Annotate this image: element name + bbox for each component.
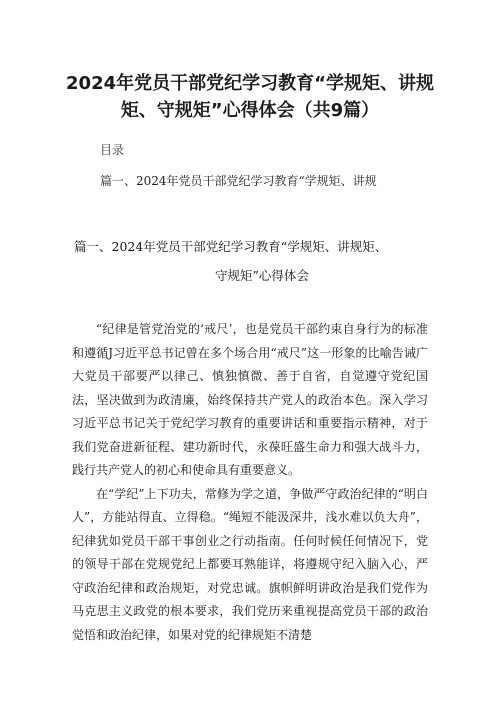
section-title-line1: 篇一、2024年党员干部党纪学习教育“学规矩、讲规矩、 — [74, 239, 388, 254]
section-title — [60, 232, 440, 290]
paragraph: “纪律是管党治党的‘戒尺’，也是党员干部约束自身行为的标准和遵循J习近平总书记曾在多个场合用“戒尺”这一形象的比喻告诫广大党员干部要严以律己、慎独慎微、善于自省，自觉遵守党纪国法，坚决做到为政清廉，始终保持共产党人的政治本色。深入学习习近平总书记关于党纪学习教育的重要讲话和重要指示精神，对于我们党奋进新征程、建功新时代，永葆旺盛生命力和强大战斗力，践行共产党人的初心和使命具有重要意义。 — [72, 322, 428, 477]
paragraph: 在“学纪”上下功夫，常修为学之道，争做严守政治纪律的“明白人”，方能站得直、立得稳。“绳短不能汲深井，浅水难以负大舟”，纪律犹如党员干部干事创业之行动指南。任何时候任何情况下，党的领导干部在党规党纪上都要耳熟能详，将遵规守纪入脑入心，严守政治纪律和政治规矩，对党忠诚。旗帜鲜明讲政治是我们党作为马克思主义政党的根本要求，我们党历来重视提高党员干部的政治觉悟和政治纪律，如果对党的纪律规矩不清楚 — [72, 486, 428, 642]
body-text — [72, 318, 428, 647]
document-title: 2024年党员干部党纪学习教育“学规矩、讲规矩、守规矩”心得体会（共9篇） — [66, 73, 434, 121]
toc-entry[interactable]: 篇一、2024年党员干部党纪学习教育“学规矩、讲规 — [100, 174, 377, 188]
toc-heading: 目录 — [100, 143, 125, 157]
section-title-line2: 守规矩”心得体会 — [215, 268, 309, 283]
